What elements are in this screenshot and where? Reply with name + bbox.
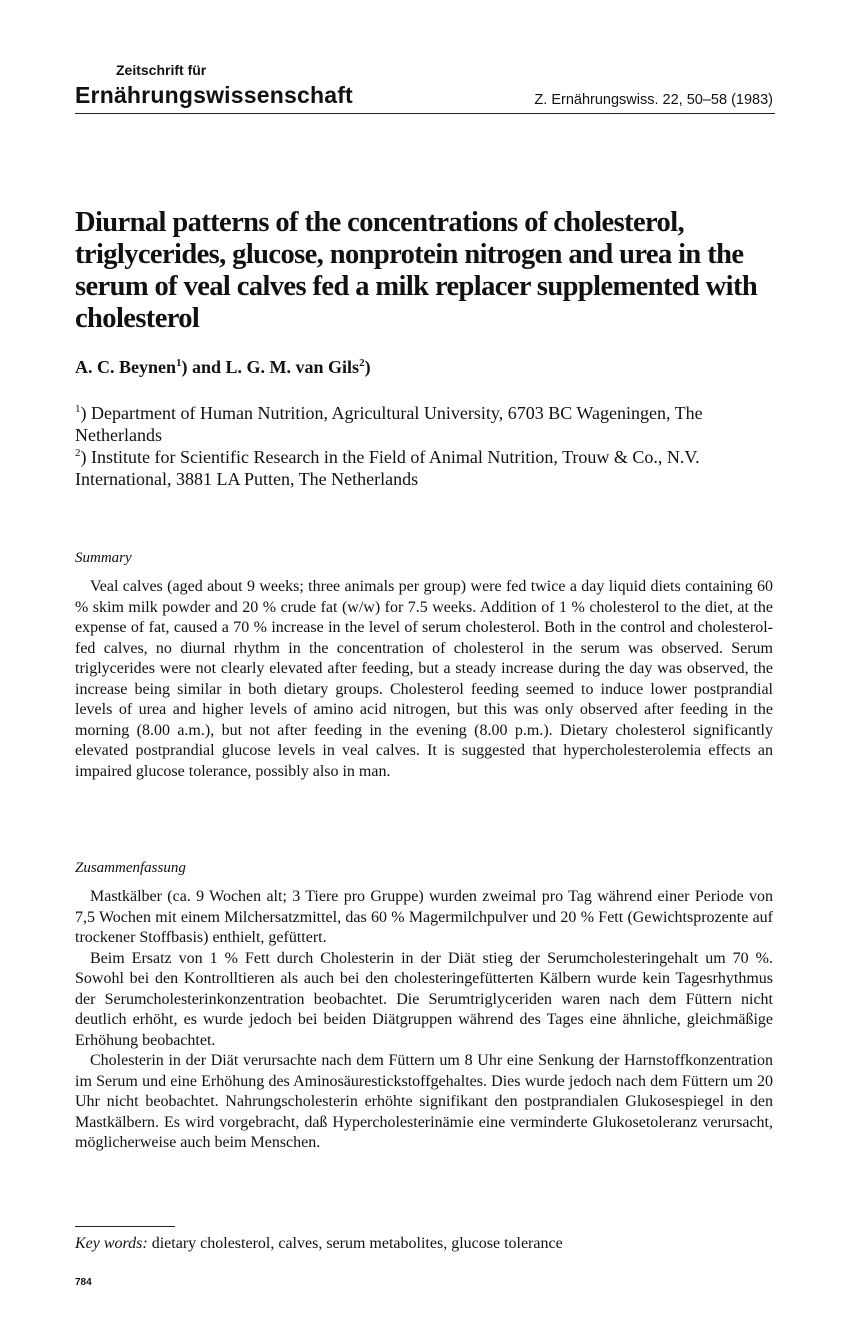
author-affiliation-close: )	[364, 357, 371, 377]
zusammenfassung-heading: Zusammenfassung	[75, 860, 186, 876]
affiliation-text: ) Department of Human Nutrition, Agricultural University, 6703 BC Wageningen, The Netherlands	[75, 403, 703, 445]
citation: Z. Ernährungswiss. 22, 50–58 (1983)	[534, 92, 773, 108]
zusammenfassung-body	[75, 887, 773, 1154]
footnote-divider	[75, 1226, 175, 1227]
author-affiliation-mark: 2	[359, 357, 365, 369]
keywords-text: dietary cholesterol, calves, serum metabolites, glucose tolerance	[147, 1235, 563, 1252]
affiliation-2	[75, 446, 775, 490]
zusammenfassung-paragraph: Beim Ersatz von 1 % Fett durch Cholesterin in der Diät stieg der Serumcholesteringehalt um 70 %. Sowohl bei den Kontrolltieren als auch bei den cholesteringefütterten Kälbern wurde kein Tagesrhythmus der Serumcholesterinkonzentration beobachtet. Die Serumtriglyceriden waren nach dem Füttern nicht deutlich erhöht, es wurde jedoch bei beiden Diätgruppen während des Tages eine ähnliche, gleichmäßige Erhöhung beobachtet.	[75, 949, 773, 1049]
author-name: A. C. Beynen	[75, 357, 177, 377]
keywords	[75, 1235, 563, 1253]
author-affiliation-close: )	[181, 357, 188, 377]
zusammenfassung-paragraph: Mastkälber (ca. 9 Wochen alt; 3 Tiere pro Gruppe) wurden zweimal pro Tag während einer Periode von 7,5 Wochen mit einem Milchersatzmittel, das 60 % Magermilchpulver und 20 % Fett (Gewichtsprozente auf trockener Stoffbasis) enthielt, gefüttert.	[75, 888, 773, 946]
affiliation-mark: 1	[75, 403, 81, 415]
zusammenfassung-paragraph: Cholesterin in der Diät verursachte nach dem Füttern um 8 Uhr eine Senkung der Harnstoffkonzentration im Serum und eine Erhöhung des Aminosäurestickstoffgehaltes. Dies wurde jedoch nach dem Füttern um 20 Uhr nicht beobachtet. Nahrungscholesterin erhöhte signifikant den postprandialen Glukosespiegel in den Mastkälbern. Es wird vorgebracht, daß Hypercholesterinämie eine verminderte Glukosetoleranz verursacht, möglicherweise auch beim Menschen.	[75, 1052, 773, 1151]
author-name: L. G. M. van Gils	[225, 357, 360, 377]
author-connector: and	[187, 357, 226, 377]
summary-paragraph: Veal calves (aged about 9 weeks; three animals per group) were fed twice a day liquid diets containing 60 % skim milk powder and 20 % crude fat (w/w) for 7.5 weeks. Addition of 1 % cholesterol to the diet, at the expense of fat, caused a 70 % increase in the level of serum cholesterol. Both in the control and cholesterol-fed calves, no diurnal rhythm in the concentration of cholesterol in the serum was observed. Serum triglycerides were not clearly elevated after feeding, but a steady increase during the day was observed, the increase being similar in both dietary groups. Cholesterol feeding seemed to induce lower postprandial levels of urea and higher levels of amino acid nitrogen, but this was only observed after feeding in the morning (8.00 a.m.), but not after feeding in the evening (8.00 p.m.). Dietary cholesterol significantly elevated postprandial glucose levels in veal calves. It is suggested that hypercholesterolemia effects an impaired glucose tolerance, possibly also in man.	[75, 578, 773, 780]
journal-name: Ernährungswissenschaft	[75, 82, 353, 108]
summary-body	[75, 577, 773, 782]
header-divider	[75, 113, 775, 114]
article-title: Diurnal patterns of the concentrations of cholesterol, triglycerides, glucose, nonprotein nitrogen and urea in the serum of veal calves fed a milk replacer supplemented with cholesterol	[75, 207, 758, 334]
affiliation-text: ) Institute for Scientific Research in the Field of Animal Nutrition, Trouw & Co., N.V. International, 3881 LA Putten, The Netherlands	[75, 447, 700, 489]
journal-name-small: Zeitschrift für	[116, 62, 207, 78]
affiliation-mark: 2	[75, 447, 81, 459]
summary-heading: Summary	[75, 550, 132, 566]
page-number: 784	[75, 1277, 92, 1288]
author-affiliation-mark: 1	[176, 357, 182, 369]
keywords-label: Key words:	[75, 1235, 148, 1252]
authors	[75, 357, 371, 378]
affiliation-1	[75, 402, 775, 446]
